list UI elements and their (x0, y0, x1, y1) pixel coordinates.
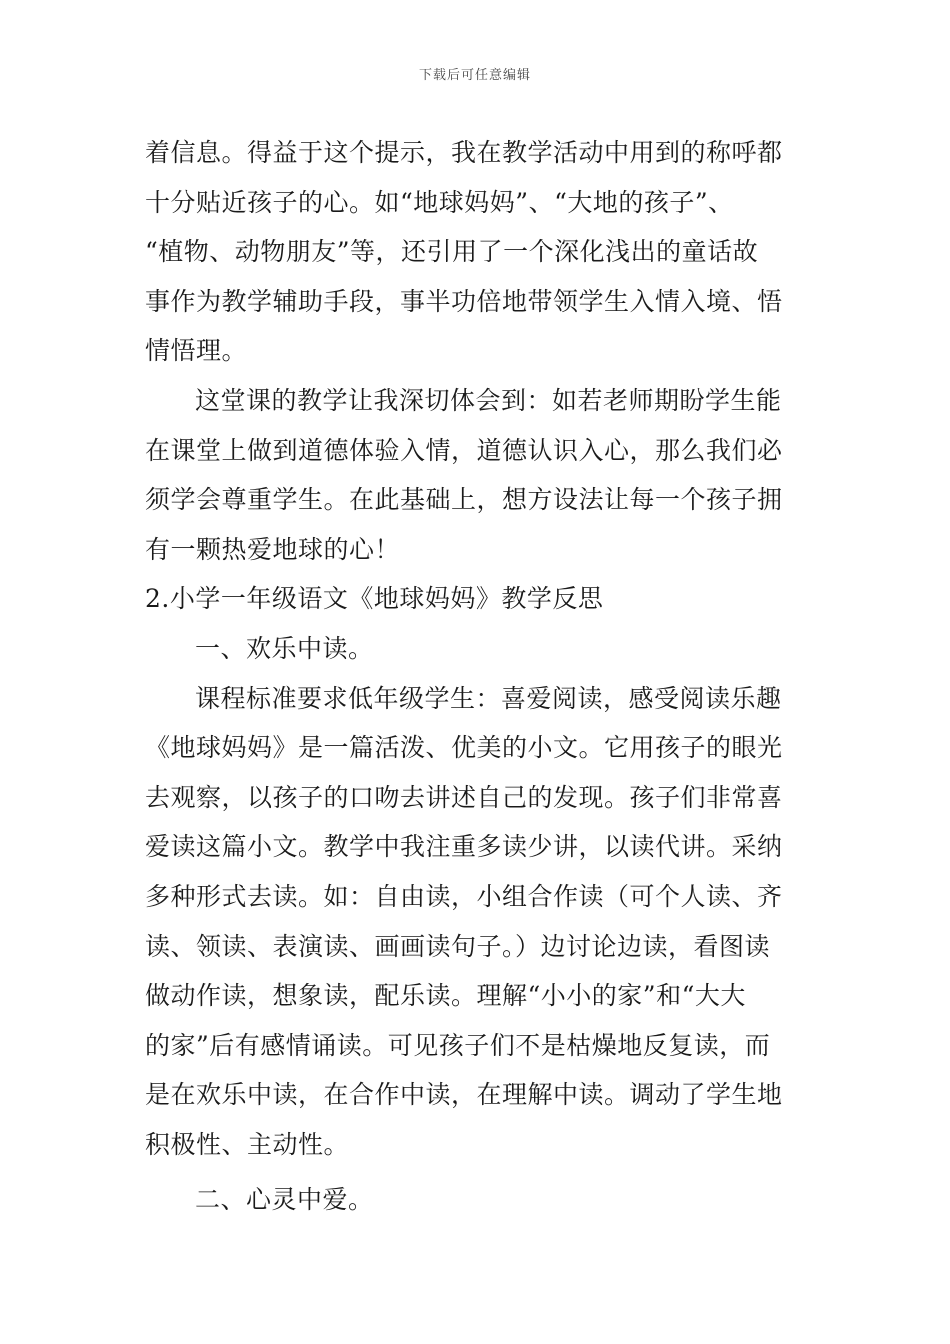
text-line: 积极性、主动性。 (145, 1129, 350, 1159)
text-line: 有一颗热爱地球的心！ (145, 534, 401, 564)
text-line: 去观察，以孩子的口吻去讲述自己的发现。孩子们非常喜 (145, 782, 783, 812)
text-line: 多种形式去读。如：自由读，小组合作读（可个人读、齐 (145, 881, 783, 911)
paragraph-first-line: 这堂课的教学让我深切体会到：如若老师期盼学生能 (195, 385, 782, 415)
text-line: 事作为教学辅助手段，事半功倍地带领学生入情入境、悟 (145, 286, 783, 316)
text-line: “植物、动物朋友”等，还引用了一个深化浅出的童话故 (145, 237, 759, 267)
text-line: 在课堂上做到道德体验入情，道德认识入心，那么我们必 (145, 435, 783, 465)
subsection-heading: 一、欢乐中读。 (195, 633, 374, 663)
document-body (145, 128, 815, 1225)
text-line: 情悟理。 (145, 336, 248, 366)
text-line: 读、领读、表演读、画画读句子。）边讨论边读，看图读 (145, 931, 771, 961)
text-line: 须学会尊重学生。在此基础上，想方设法让每一个孩子拥 (145, 485, 783, 515)
text-line: 的家”后有感情诵读。可见孩子们不是枯燥地反复读，而 (145, 1030, 771, 1060)
paragraph-first-line: 课程标准要求低年级学生：喜爱阅读，感受阅读乐趣 (195, 683, 782, 713)
subsection-heading: 二、心灵中爱。 (195, 1185, 374, 1215)
text-line: 是在欢乐中读，在合作中读，在理解中读。调动了学生地 (145, 1080, 783, 1110)
text-line: 《地球妈妈》是一篇活泼、优美的小文。它用孩子的眼光 (145, 733, 783, 763)
text-line: 做动作读，想象读，配乐读。理解“小小的家”和“大大 (145, 981, 746, 1011)
section-heading: 2.小学一年级语文《地球妈妈》教学反思 (145, 584, 604, 614)
text-line: 爱读这篇小文。教学中我注重多读少讲，以读代讲。采纳 (145, 832, 783, 862)
text-line: 着信息。得益于这个提示，我在教学活动中用到的称呼都 (145, 138, 783, 167)
page-header-note: 下载后可任意编辑 (418, 68, 531, 83)
text-line: 十分贴近孩子的心。如“地球妈妈”、“大地的孩子”、 (145, 187, 734, 217)
